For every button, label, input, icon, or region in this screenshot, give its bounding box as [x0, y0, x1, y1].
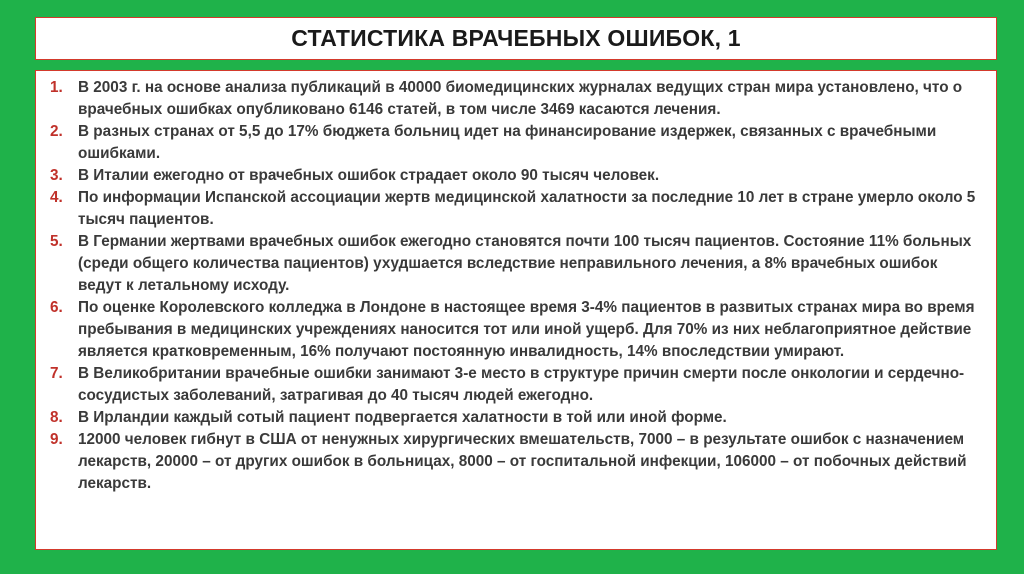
- list-item: [50, 429, 982, 495]
- list-item: [50, 231, 982, 297]
- list-item: [50, 407, 982, 429]
- content-box: [35, 70, 997, 550]
- list-item-number: 7.: [50, 365, 63, 382]
- list-item: [50, 165, 982, 187]
- list-item-text: 12000 человек гибнут в США от ненужных хирургических вмешательств, 7000 – в результате ошибок с назначением лекарств, 20000 – от других ошибок в больницах, 8000 – от госпитальной инфекции, 106000 – от побочных действий лекарств.: [78, 431, 967, 492]
- list-item: [50, 77, 982, 121]
- list-item-text: В Германии жертвами врачебных ошибок ежегодно становятся почти 100 тысяч пациентов. Состояние 11% больных (среди общего количества пациентов) ухудшается вследствие неправильного лечения, а 8% врачебных ошибок ведут к летальному исходу.: [78, 233, 972, 294]
- list-item: [50, 297, 982, 363]
- list-item: [50, 121, 982, 165]
- slide-title: СТАТИСТИКА ВРАЧЕБНЫХ ОШИБОК, 1: [291, 25, 741, 51]
- list-item-text: В 2003 г. на основе анализа публикаций в 40000 биомедицинских журналах ведущих стран мира установлено, что о врачебных ошибках опубликовано 6146 статей, в том числе 3469 касаются лечения.: [78, 79, 963, 118]
- list-item-number: 4.: [50, 189, 63, 206]
- list-item-text: В Великобритании врачебные ошибки занимают 3-е место в структуре причин смерти после онкологии и сердечно-сосудистых заболеваний, затрагивая до 40 тысяч людей ежегодно.: [78, 365, 965, 404]
- list-item-number: 8.: [50, 409, 63, 426]
- list-item-number: 2.: [50, 123, 63, 140]
- list-item-text: В Италии ежегодно от врачебных ошибок страдает около 90 тысяч человек.: [78, 167, 660, 184]
- list-item-text: По оценке Королевского колледжа в Лондоне в настоящее время 3-4% пациентов в развитых странах мира во время пребывания в медицинских учреждениях наносится тот или иной ущерб. Для 70% из них неблагоприятное действие является кратковременным, 16% получают постоянную инвалидность, 14% впоследствии умирают.: [78, 299, 975, 360]
- list-item-number: 1.: [50, 79, 63, 96]
- list-item-number: 5.: [50, 233, 63, 250]
- list-item-text: По информации Испанской ассоциации жертв медицинской халатности за последние 10 лет в стране умерло около 5 тысяч пациентов.: [78, 189, 976, 228]
- list-item: [50, 363, 982, 407]
- slide-title-box: [35, 17, 997, 60]
- list-item-number: 9.: [50, 431, 63, 448]
- list-item-number: 6.: [50, 299, 63, 316]
- statistics-list: [50, 77, 982, 495]
- list-item-text: В Ирландии каждый сотый пациент подвергается халатности в той или иной форме.: [78, 409, 727, 426]
- list-item-number: 3.: [50, 167, 63, 184]
- list-item: [50, 187, 982, 231]
- list-item-text: В разных странах от 5,5 до 17% бюджета больниц идет на финансирование издержек, связанных с врачебными ошибками.: [78, 123, 937, 162]
